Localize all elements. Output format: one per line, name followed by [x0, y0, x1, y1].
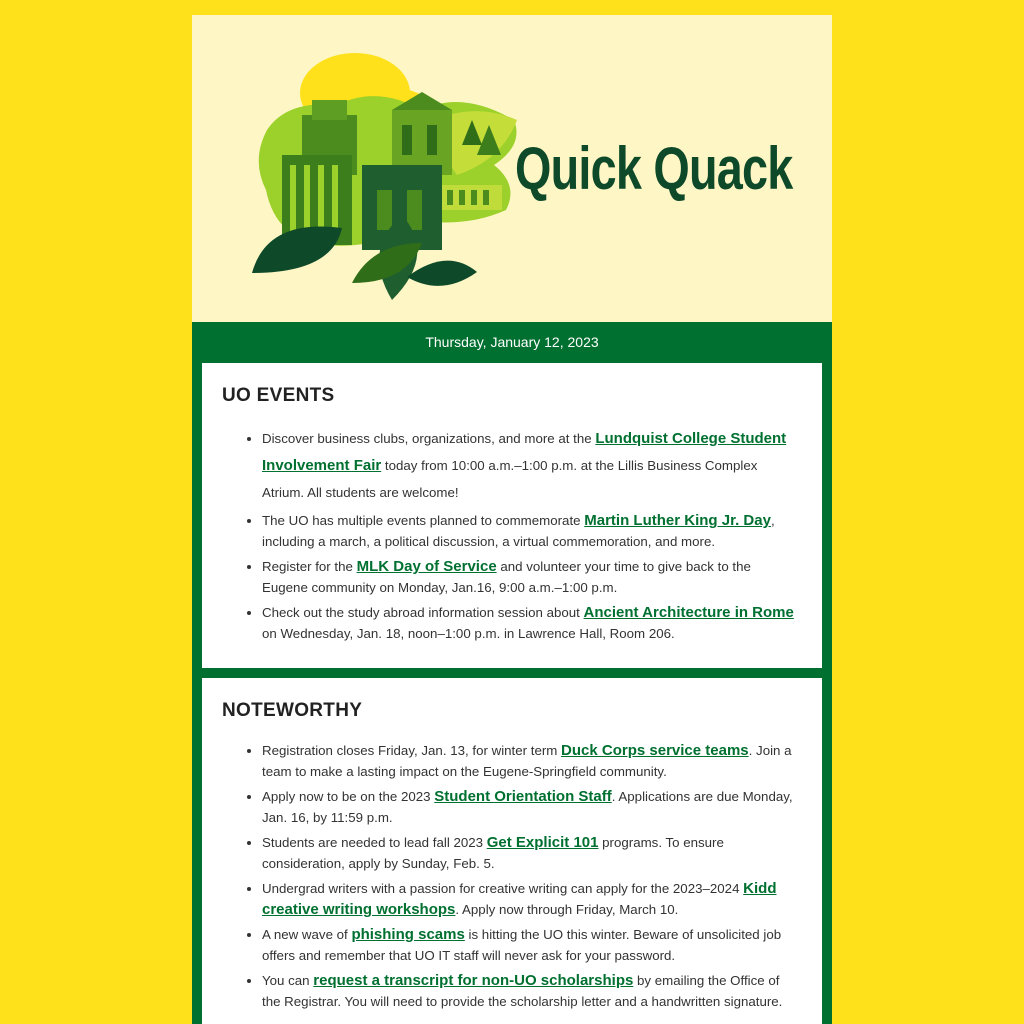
orientation-staff-link[interactable]: Student Orientation Staff — [434, 788, 612, 805]
item-text: and volunteer your time to give back to the Eugene community on Monday, Jan.16, 9:00 a.m.–1:00 p.m. — [262, 559, 751, 595]
item-text: Registration closes Friday, Jan. 13, for winter term — [262, 743, 562, 758]
item-text: You can — [262, 973, 314, 988]
list-item — [262, 556, 798, 598]
list-item — [262, 425, 798, 506]
list-item — [262, 878, 798, 920]
item-text: Discover business clubs, organizations, and more at the — [262, 431, 596, 446]
item-text: on Wednesday, Jan. 18, noon–1:00 p.m. in Lawrence Hall, Room 206. — [262, 626, 675, 641]
list-item — [262, 510, 798, 552]
section-heading: UO EVENTS — [222, 385, 335, 406]
list-item — [262, 786, 798, 828]
mlk-day-of-service-link[interactable]: MLK Day of Service — [356, 558, 497, 575]
phishing-scams-link[interactable]: phishing scams — [351, 926, 465, 943]
item-text: , including a march, a political discussion, a virtual commemoration, and more. — [262, 513, 775, 549]
item-text: Register for the — [262, 559, 357, 574]
noteworthy-list — [222, 740, 798, 1012]
item-text: Undergrad writers with a passion for creative writing can apply for the 2023–2024 — [262, 881, 744, 896]
mlk-day-link[interactable]: Martin Luther King Jr. Day — [584, 512, 771, 529]
list-item — [262, 740, 798, 782]
item-text: . Join a team to make a lasting impact on the Eugene-Springfield community. — [262, 743, 792, 779]
item-text: Check out the study abroad information session about — [262, 605, 584, 620]
item-text: programs. To ensure consideration, apply by Sunday, Feb. 5. — [262, 835, 724, 871]
noteworthy-section — [202, 678, 822, 1024]
item-text: The UO has multiple events planned to commemorate — [262, 513, 585, 528]
newsletter-email — [192, 15, 832, 1024]
section-heading: NOTEWORTHY — [222, 700, 363, 721]
item-text: is hitting the UO this winter. Beware of unsolicited job offers and remember that UO IT staff will never ask for your password. — [262, 927, 782, 963]
request-transcript-link[interactable]: request a transcript for non-UO scholarships — [313, 972, 634, 989]
lundquist-fair-link[interactable]: Lundquist College Student Involvement Fair — [262, 430, 787, 474]
newsletter-title: Quick Quack — [515, 135, 793, 202]
item-text: Students are needed to lead fall 2023 — [262, 835, 487, 850]
ancient-architecture-link[interactable]: Ancient Architecture in Rome — [583, 604, 794, 621]
uo-events-section — [202, 363, 822, 668]
list-item — [262, 924, 798, 966]
item-text: . Applications are due Monday, Jan. 16, by 11:59 p.m. — [262, 789, 793, 825]
item-text: by emailing the Office of the Registrar. You will need to provide the scholarship letter and a handwritten signature. — [262, 973, 783, 1009]
list-item — [262, 832, 798, 874]
duck-corps-link[interactable]: Duck Corps service teams — [561, 742, 749, 759]
date-bar: Thursday, January 12, 2023 — [425, 334, 599, 350]
kidd-workshops-link[interactable]: Kidd creative writing workshops — [262, 880, 777, 918]
list-item — [262, 970, 798, 1012]
events-list — [222, 425, 798, 644]
get-explicit-link[interactable]: Get Explicit 101 — [486, 834, 599, 851]
item-text: Apply now to be on the 2023 — [262, 789, 435, 804]
list-item — [262, 602, 798, 644]
item-text: . Apply now through Friday, March 10. — [455, 902, 679, 917]
header-banner — [192, 15, 832, 322]
item-text: A new wave of — [262, 927, 352, 942]
item-text: today from 10:00 a.m.–1:00 p.m. at the Lillis Business Complex Atrium. All students are welcome! — [262, 458, 758, 500]
